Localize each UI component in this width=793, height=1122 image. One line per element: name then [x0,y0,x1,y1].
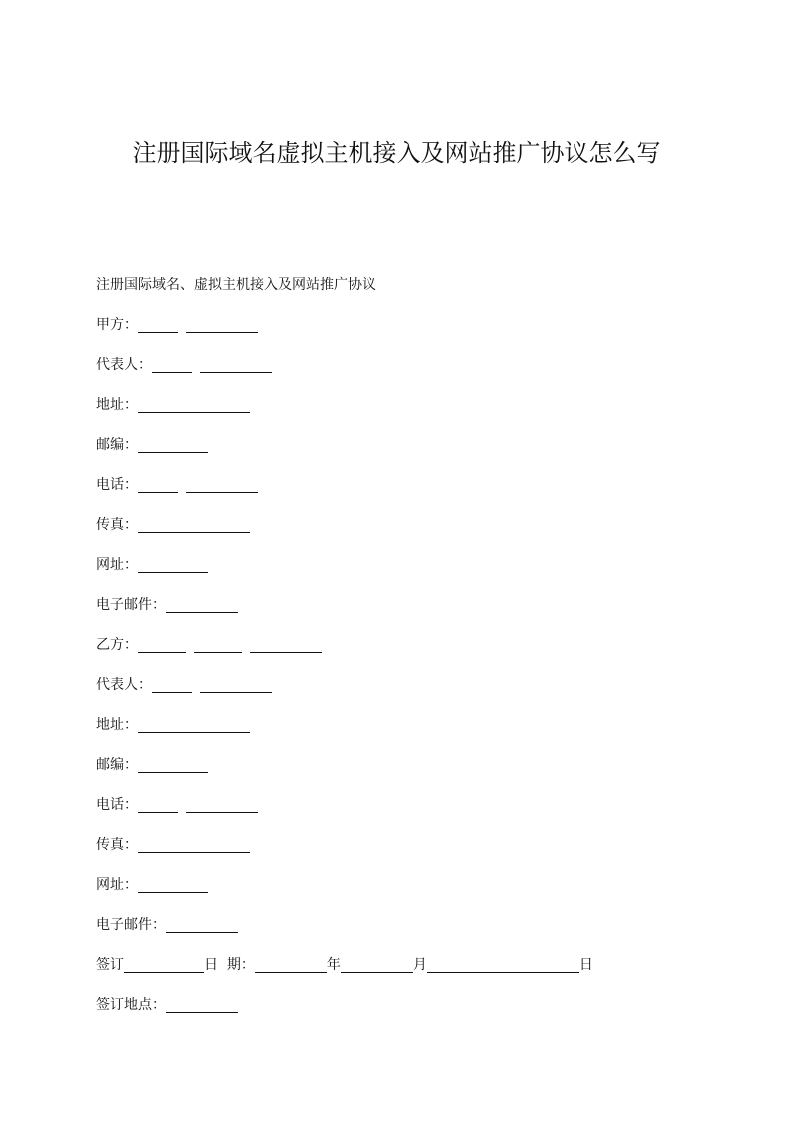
signing-month-blank [341,952,413,973]
party-b-postcode-line: 邮编： [96,738,716,778]
party-a-phone-blank-2 [186,472,258,493]
signing-blank [124,952,204,973]
party-b-postcode-blank [138,752,208,773]
party-b-website-blank [138,872,208,893]
signing-place-blank [166,992,238,1013]
signing-day-blank [427,952,579,973]
party-b-representative-blank-2 [200,672,272,693]
page-title: 注册国际域名虚拟主机接入及网站推广协议怎么写 [132,139,661,167]
signing-year-blank [255,952,327,973]
party-a-representative-blank-1 [152,352,192,373]
party-a-address-line: 地址： [96,378,716,418]
signing-place-line: 签订地点： [96,978,716,1018]
party-b-website-line: 网址： [96,858,716,898]
agreement-body [96,258,716,1018]
party-b-representative-blank-1 [152,672,192,693]
party-b-phone-blank-1 [138,792,178,813]
party-a-line: 甲方： [96,298,716,338]
party-b-email-line: 电子邮件： [96,898,716,938]
party-b-representative-line: 代表人： [96,658,716,698]
party-b-fax-line: 传真： [96,818,716,858]
party-a-fax-blank [138,512,250,533]
party-a-website-blank [138,552,208,573]
party-b-email-blank [166,912,238,933]
party-a-postcode-line: 邮编： [96,418,716,458]
party-b-blank-2 [194,632,242,653]
party-a-representative-blank-2 [200,352,272,373]
party-a-phone-blank-1 [138,472,178,493]
party-b-blank-3 [250,632,322,653]
party-a-blank-2 [186,312,258,333]
signing-date-line: 签订 日 期： 年 月 日 [96,938,716,978]
party-b-address-line: 地址： [96,698,716,738]
party-a-email-line: 电子邮件： [96,578,716,618]
party-a-phone-line: 电话： [96,458,716,498]
party-a-blank-1 [138,312,178,333]
party-a-email-blank [166,592,238,613]
party-b-blank-1 [138,632,186,653]
party-b-phone-blank-2 [186,792,258,813]
party-b-fax-blank [138,832,250,853]
party-a-representative-line: 代表人： [96,338,716,378]
party-b-line: 乙方： [96,618,716,658]
party-b-address-blank [138,712,250,733]
party-a-website-line: 网址： [96,538,716,578]
agreement-subtitle: 注册国际域名、虚拟主机接入及网站推广协议 [96,277,376,293]
party-a-postcode-blank [138,432,208,453]
party-b-phone-line: 电话： [96,778,716,818]
party-a-address-blank [138,392,250,413]
party-a-fax-line: 传真： [96,498,716,538]
